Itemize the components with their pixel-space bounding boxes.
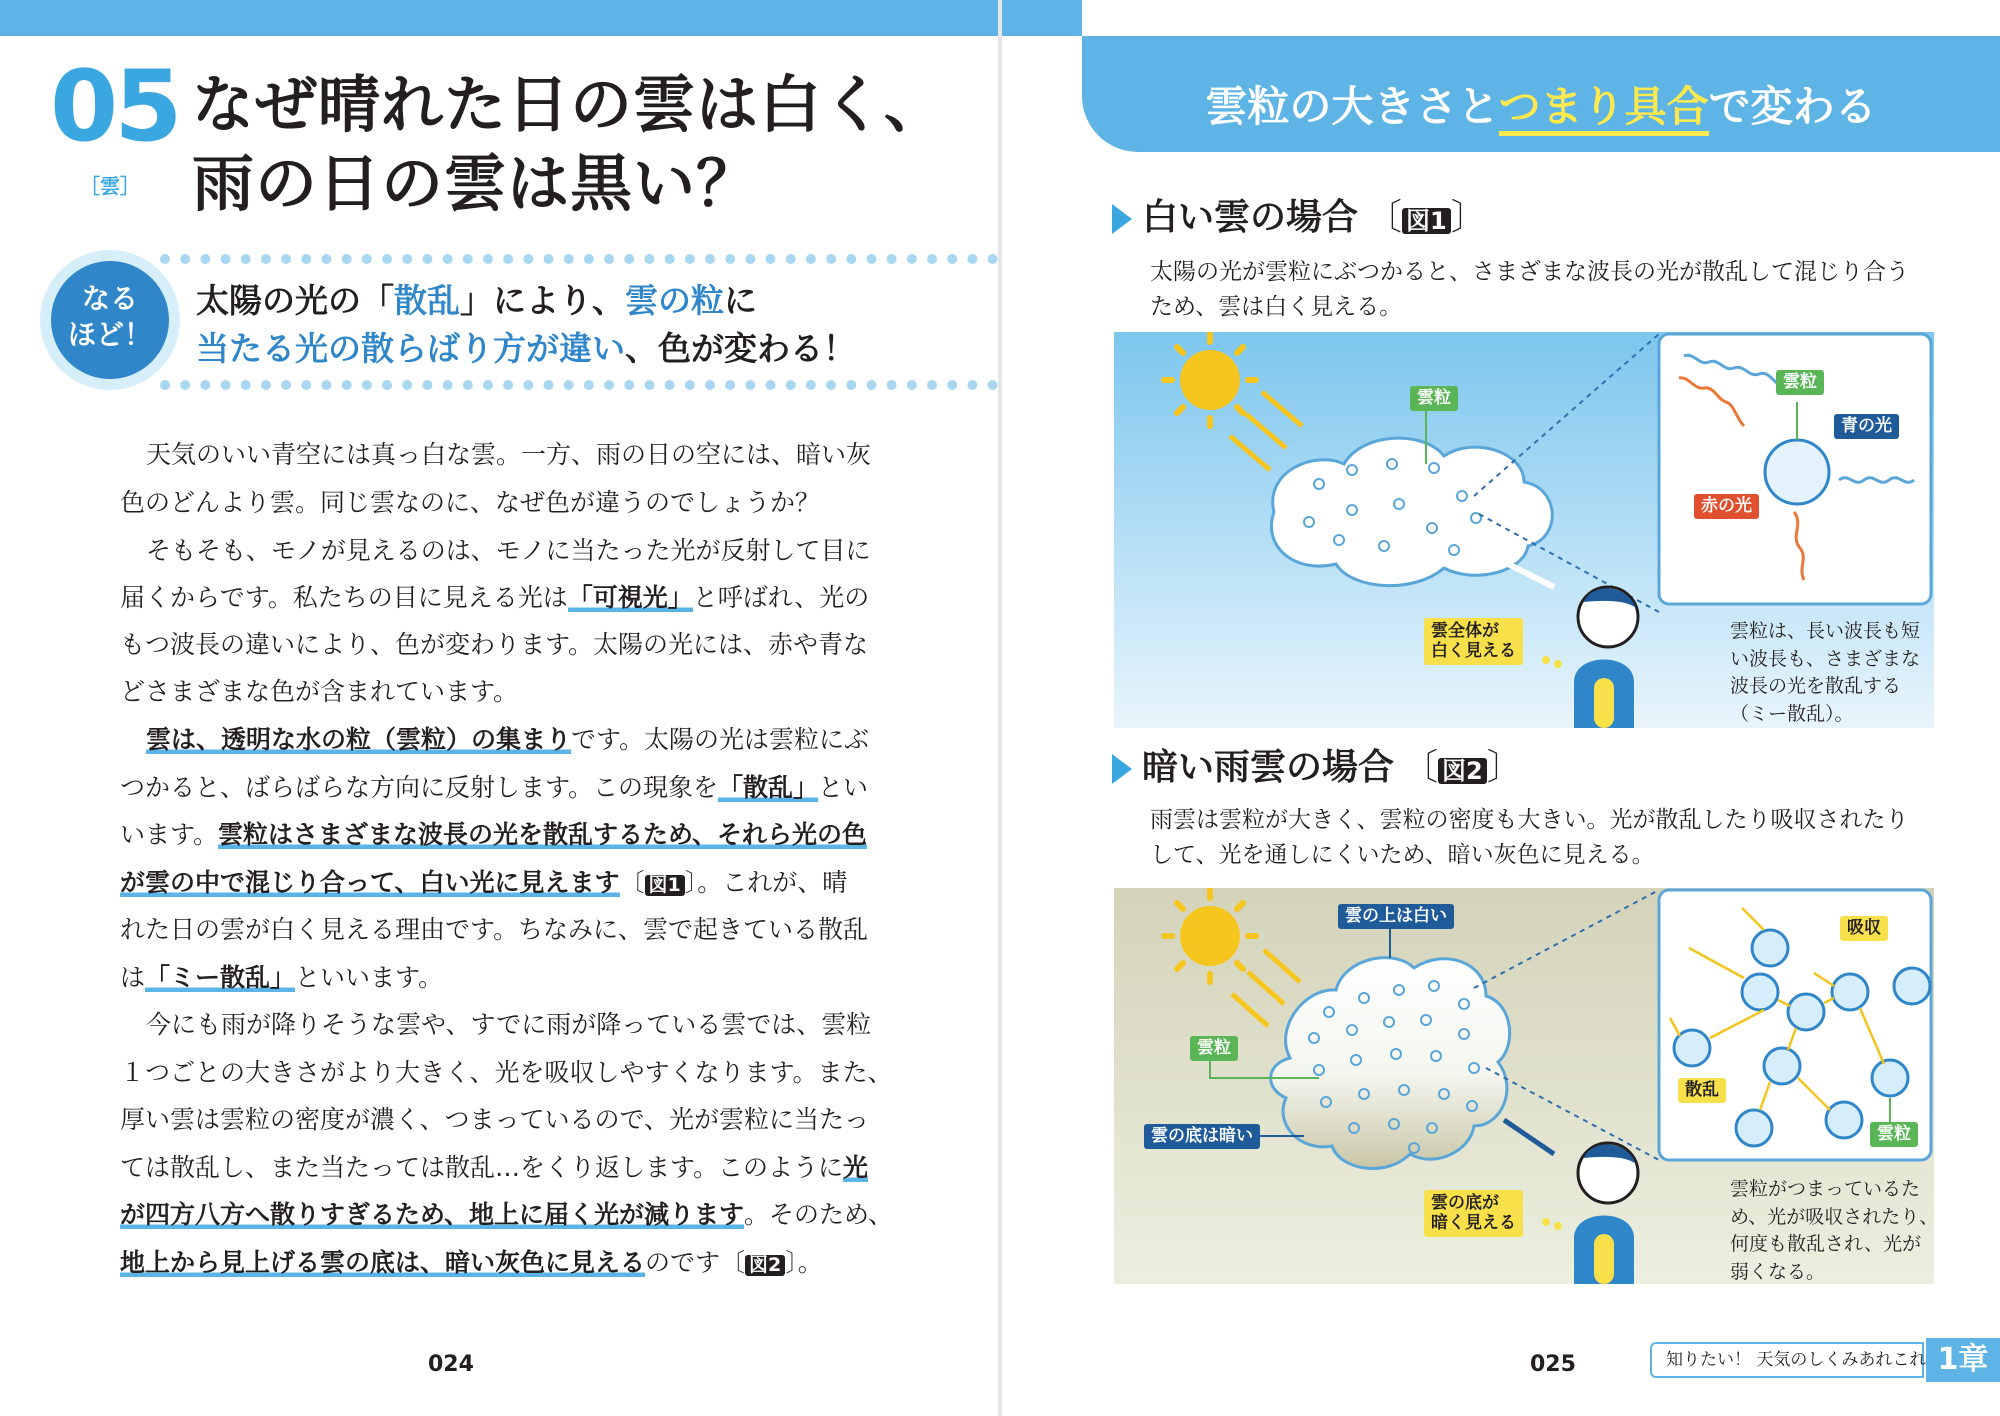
figure-label: 図1 <box>1402 208 1451 234</box>
label-cloud-particle: 雲粒 <box>1190 1036 1238 1061</box>
body-line: 今にも雨が降りそうな雲や、すでに雨が降っている雲では、雲粒 <box>146 1010 872 1039</box>
body-text-span: つかると、ばらばらな方向に反射します。この現象を <box>120 773 719 802</box>
key-point-line-1 <box>196 281 757 320</box>
section-title <box>1142 747 1523 788</box>
body-line <box>120 1202 893 1227</box>
figure-reference: 図1 <box>645 875 685 896</box>
lead-text: 」により、 <box>460 281 625 320</box>
label-zoom-particle: 雲粒 <box>1870 1122 1918 1147</box>
section-title-text: 白い雲の場合 <box>1142 197 1359 238</box>
body-text-span: といいます。 <box>295 963 444 992</box>
water-droplet-icon <box>1765 440 1829 504</box>
section-title <box>1142 197 1487 238</box>
left-page <box>0 0 998 1416</box>
body-line: 厚い雲は雲粒の密度が濃く、つまっているので、光が雲粒に当たっ <box>120 1105 870 1134</box>
ref-bracket: 〔 <box>1366 197 1403 238</box>
body-text-span: います。 <box>120 820 219 849</box>
body-line <box>120 585 869 610</box>
body-line <box>120 870 847 896</box>
article-number: 05 <box>50 50 179 164</box>
page-number-right: 025 <box>1530 1352 1576 1377</box>
caption-line: 雲粒がつまっているた <box>1730 1178 1921 1200</box>
ref-bracket: 〔 <box>1402 747 1439 788</box>
caption-line: い波長も、さまざまな <box>1730 647 1921 670</box>
key-sentence: 雲は、透明な水の粒（雲粒）の集まり <box>146 725 572 754</box>
figure-1-caption <box>1730 618 1920 728</box>
label-cloud-top-white: 雲の上は白い <box>1338 904 1454 929</box>
label-line: 雲の底が <box>1431 1193 1499 1213</box>
section-title-text: 暗い雨雲の場合 <box>1142 747 1395 788</box>
body-line: どさまざまな色が含まれています。 <box>120 677 519 706</box>
section-2-description <box>1150 803 1909 872</box>
label-whole-cloud-white <box>1424 618 1523 665</box>
key-point-line-2 <box>196 329 856 368</box>
key-sentence: が雲の中で混じり合って、白い光に見えます <box>120 868 620 897</box>
caption-line: 雲粒は、長い波長も短 <box>1730 620 1921 642</box>
badge-line-1: なる <box>81 282 138 315</box>
figure-2-caption <box>1730 1176 1938 1286</box>
body-text-span: 〕。 <box>785 1248 823 1277</box>
figure-reference: 図2 <box>745 1255 785 1276</box>
article-title-line-2: 雨の日の雲は黒い？ <box>192 147 760 220</box>
chapter-tab: 1章 <box>1926 1338 2000 1382</box>
label-line: 雲全体が <box>1431 621 1499 641</box>
lead-text: 太陽の光の「 <box>196 281 394 320</box>
caption-line: 何度も散乱され、光が <box>1730 1233 1922 1256</box>
ref-bracket: 〕 <box>1450 197 1487 238</box>
body-text-span: 〔 <box>619 868 645 897</box>
body-line: もつ波長の違いにより、色が変わります。太陽の光には、赤や青な <box>120 630 869 659</box>
body-text-span: 届くからです。私たちの目に見える光は <box>120 583 568 612</box>
running-head-label: 知りたい！ 天気のしくみあれこれ <box>1650 1342 1924 1378</box>
label-scatter: 散乱 <box>1678 1078 1726 1103</box>
caption-line: （ミー散乱）。 <box>1730 702 1854 725</box>
caption-line: め、光が吸収されたり、 <box>1730 1205 1939 1228</box>
desc-line: して、光を通しにくいため、暗い灰色に見える。 <box>1150 841 1655 868</box>
key-sentence: 雲粒はさまざまな波長の光を散乱するため、それら光の色 <box>218 820 868 849</box>
play-triangle-icon <box>1112 754 1132 784</box>
label-bottom-looks-dark <box>1424 1190 1523 1237</box>
body-text-span: ては散乱し、また当たっては散乱…をくり返します。このように <box>120 1153 844 1182</box>
body-line: 色のどんより雲。同じ雲なのに、なぜ色が違うのでしょうか？ <box>120 488 821 517</box>
body-line <box>146 727 869 752</box>
banner-title <box>1082 74 2000 134</box>
body-line: れた日の雲が白く見える理由です。ちなみに、雲で起きている散乱 <box>120 915 869 944</box>
body-text-span: と呼ばれ、光の <box>692 583 870 612</box>
label-zoom-particle: 雲粒 <box>1776 370 1824 395</box>
key-term: 「可視光」 <box>567 583 693 612</box>
banner-emphasis: つまり具合 <box>1499 82 1709 136</box>
lead-text: 、色が変わる！ <box>625 329 856 368</box>
figure-label: 図2 <box>1438 758 1487 784</box>
badge-line-2: ほど！ <box>67 318 152 351</box>
banner-text: で変わる <box>1708 82 1877 131</box>
right-page <box>1002 0 2000 1416</box>
key-sentence: 光 <box>843 1153 869 1182</box>
body-line <box>120 965 443 990</box>
play-triangle-icon <box>1112 204 1132 234</box>
body-text-span: 〕。これが、晴 <box>684 868 848 897</box>
running-head <box>1650 1338 2000 1382</box>
lead-highlight: 散乱 <box>394 281 460 320</box>
body-text-span: は <box>120 963 146 992</box>
body-text-span: です。太陽の光は雲粒にぶ <box>571 725 870 754</box>
desc-line: 太陽の光が雲粒にぶつかると、さまざまな波長の光が散乱して混じり合う <box>1150 259 1909 285</box>
key-sentence: 地上から見上げる雲の底は、暗い灰色に見える <box>120 1248 646 1277</box>
article-category: ［雲］ <box>80 174 140 198</box>
body-line: １つごとの大きさがより大きく、光を吸収しやすくなります。また、 <box>120 1058 893 1087</box>
key-term: 「散乱」 <box>718 773 819 802</box>
body-line <box>120 822 867 847</box>
key-term: 「ミー散乱」 <box>145 963 296 992</box>
label-absorb: 吸収 <box>1840 916 1888 941</box>
desc-line: 雨雲は雲粒が大きく、雲粒の密度も大きい。光が散乱したり吸収されたり <box>1150 807 1909 833</box>
body-line: そもそも、モノが見えるのは、モノに当たった光が反射して目に <box>146 536 871 565</box>
label-line: 白く見える <box>1431 641 1516 662</box>
body-line <box>120 1155 868 1180</box>
caption-line: 弱くなる。 <box>1730 1260 1826 1283</box>
label-red-light: 赤の光 <box>1694 494 1759 519</box>
body-text-span: のです〔 <box>645 1248 746 1277</box>
lead-highlight: 雲の粒 <box>625 281 724 320</box>
body-text-span: 。そのため、 <box>744 1200 894 1229</box>
top-accent-bar <box>1002 0 1082 36</box>
body-line <box>120 1250 823 1276</box>
body-text-span: とい <box>818 773 869 802</box>
article-title-line-1: なぜ晴れた日の雲は白く、 <box>192 68 947 141</box>
caption-line: 波長の光を散乱する <box>1730 675 1902 698</box>
ref-bracket: 〕 <box>1486 747 1523 788</box>
key-sentence: が四方八方へ散りすぎるため、地上に届く光が減ります <box>120 1200 745 1229</box>
label-cloud-particle: 雲粒 <box>1410 386 1458 411</box>
desc-line: ため、雲は白く見える。 <box>1150 293 1403 320</box>
lead-text: に <box>724 281 757 320</box>
section-banner <box>1082 36 2000 152</box>
label-blue-light: 青の光 <box>1834 414 1899 439</box>
lead-highlight: 当たる光の散らばり方が違い <box>196 329 625 368</box>
section-1-description <box>1150 255 1909 324</box>
naruhodo-badge <box>40 250 180 390</box>
page-number-left: 024 <box>428 1352 474 1377</box>
body-line <box>120 775 868 800</box>
top-accent-bar <box>0 0 998 36</box>
body-line: 天気のいい青空には真っ白な雲。一方、雨の日の空には、暗い灰 <box>146 440 872 469</box>
label-line: 暗く見える <box>1431 1213 1516 1234</box>
key-point-band <box>160 254 998 390</box>
banner-text: 雲粒の大きさと <box>1205 82 1499 131</box>
label-cloud-bottom-dark: 雲の底は暗い <box>1144 1124 1260 1149</box>
